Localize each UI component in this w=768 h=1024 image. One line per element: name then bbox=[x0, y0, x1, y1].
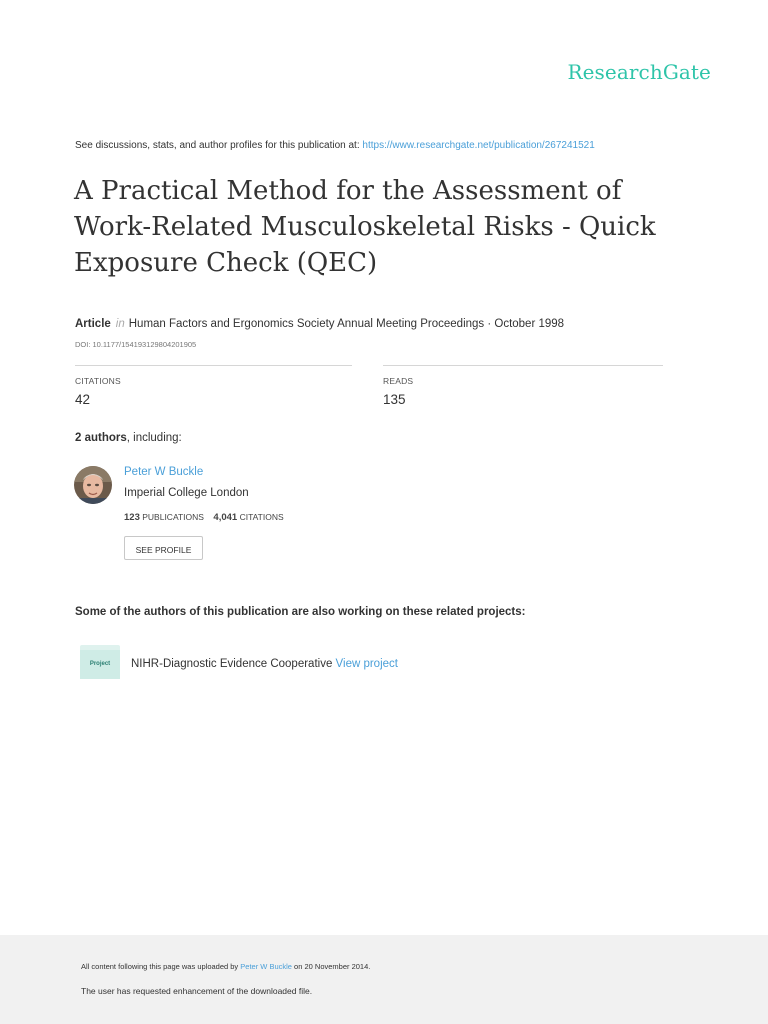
author-citations-count: 4,041 bbox=[213, 512, 238, 523]
author-stats bbox=[124, 512, 284, 523]
author-avatar[interactable] bbox=[74, 466, 112, 504]
discussion-text: See discussions, stats, and author profiles for this publication at: bbox=[75, 140, 363, 151]
discussion-notice bbox=[75, 140, 595, 151]
authors-summary bbox=[75, 432, 182, 444]
view-project-link[interactable]: View project bbox=[335, 658, 398, 670]
reads-value: 135 bbox=[383, 392, 406, 407]
authors-including: , including: bbox=[126, 432, 182, 444]
enhancement-request-note: The user has requested enhancement of the downloaded file. bbox=[81, 986, 313, 996]
see-profile-button[interactable]: SEE PROFILE bbox=[124, 536, 203, 560]
publication-url-link[interactable]: https://www.researchgate.net/publication/267241521 bbox=[362, 140, 595, 151]
author-publications-count: 123 bbox=[124, 512, 140, 523]
author-photo-icon bbox=[74, 466, 112, 504]
project-name: NIHR-Diagnostic Evidence Cooperative bbox=[131, 658, 336, 670]
publication-title: A Practical Method for the Assessment of Work-Related Musculoskeletal Risks - Quick Exposure Check (QEC) bbox=[74, 176, 656, 278]
publication-type: Article bbox=[75, 318, 111, 330]
upload-suffix: on 20 November 2014. bbox=[291, 962, 371, 971]
project-icon-label: Project bbox=[80, 650, 120, 679]
citations-label: CITATIONS bbox=[75, 376, 121, 386]
project-item bbox=[131, 658, 398, 670]
uploader-link[interactable]: Peter W Buckle bbox=[240, 962, 292, 971]
author-institution: Imperial College London bbox=[124, 487, 249, 499]
publication-doi: DOI: 10.1177/154193129804201905 bbox=[75, 340, 197, 349]
author-name-link[interactable]: Peter W Buckle bbox=[124, 466, 204, 478]
reads-label: READS bbox=[383, 376, 414, 386]
citations-value: 42 bbox=[75, 392, 91, 407]
researchgate-logo[interactable]: ResearchGate bbox=[567, 60, 711, 84]
authors-count: 2 authors bbox=[75, 432, 127, 444]
citations-stat bbox=[75, 365, 352, 407]
project-folder-icon bbox=[80, 645, 120, 679]
author-citations-label: CITATIONS bbox=[239, 512, 284, 522]
upload-prefix: All content following this page was uploaded by bbox=[81, 962, 241, 971]
upload-notice bbox=[81, 962, 370, 971]
author-publications-label: PUBLICATIONS bbox=[142, 512, 204, 522]
publication-meta bbox=[75, 318, 564, 330]
in-word: in bbox=[115, 318, 125, 330]
publication-venue: Human Factors and Ergonomics Society Annual Meeting Proceedings · October 1998 bbox=[128, 318, 565, 330]
footer bbox=[0, 935, 768, 1024]
reads-stat bbox=[383, 365, 663, 407]
related-projects-heading: Some of the authors of this publication are also working on these related projects: bbox=[75, 606, 526, 618]
